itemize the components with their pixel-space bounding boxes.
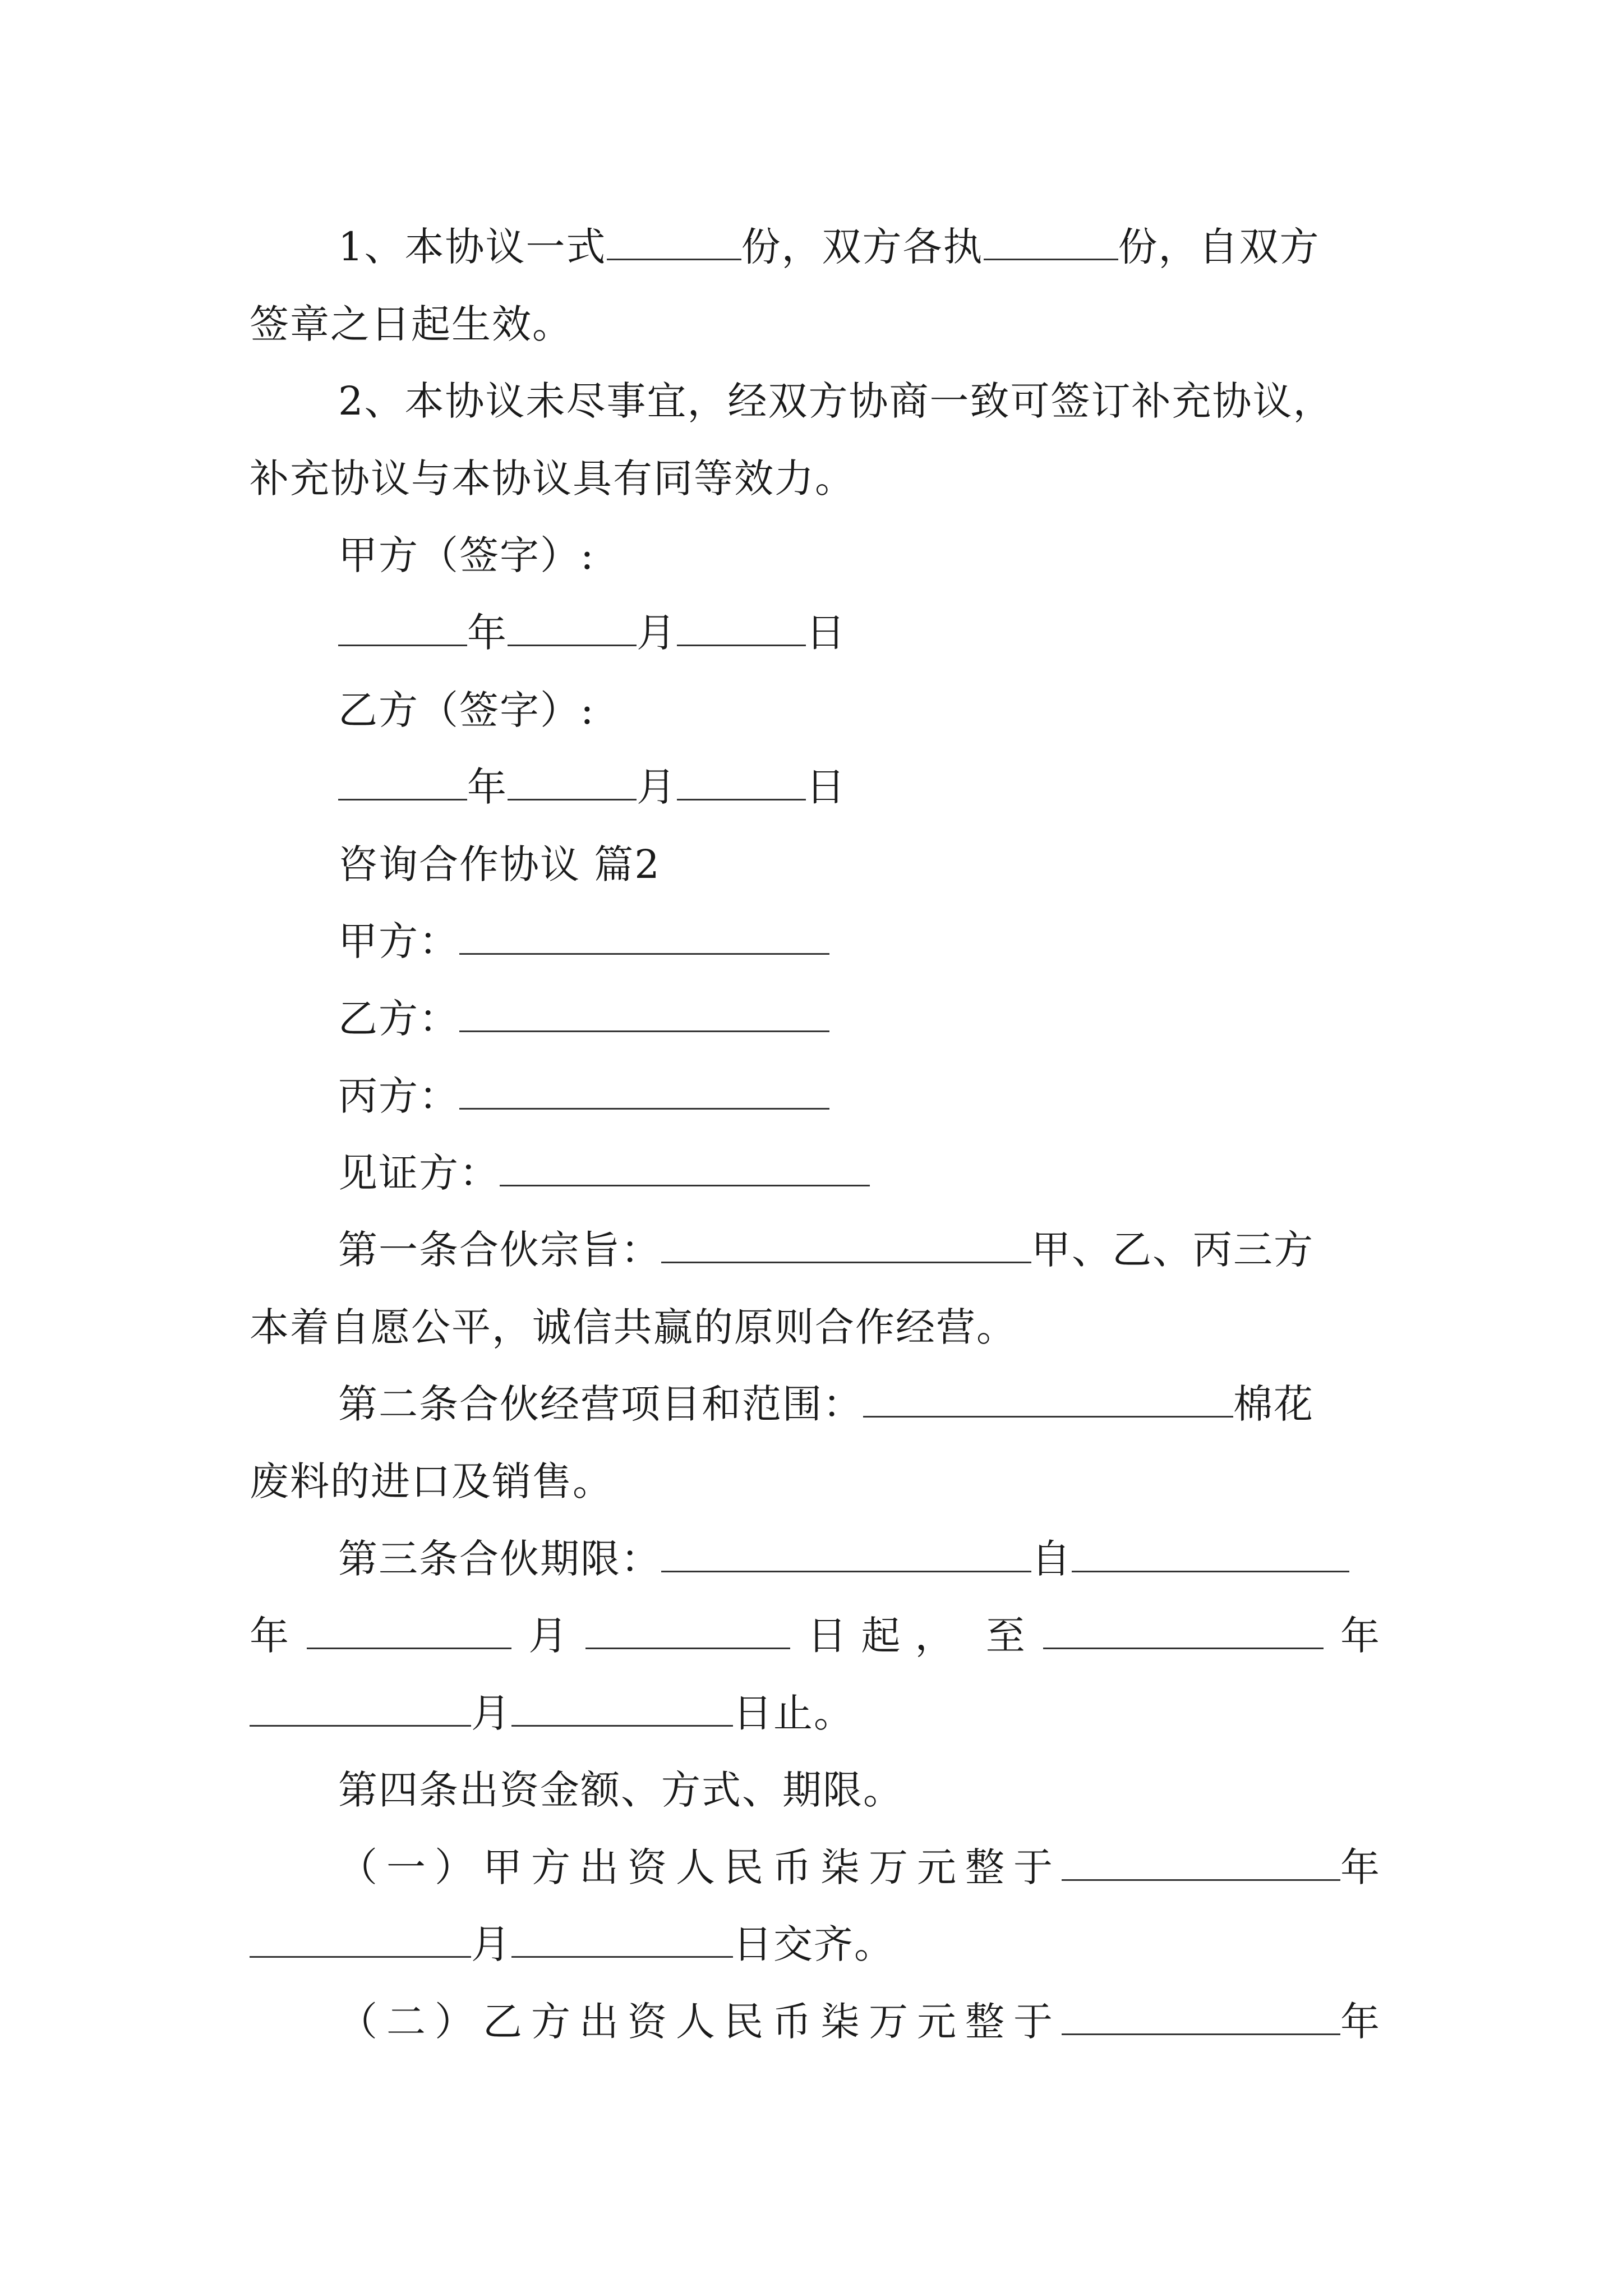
article-3-to-blank [1043, 1613, 1324, 1649]
article-4-1-day-blank [511, 1921, 733, 1958]
article-2-tail: 棉花 [1233, 1381, 1314, 1427]
clause-1-text-c: 份，自双方 [1118, 224, 1320, 270]
article-2-line-2: 废料的进口及销售。 [250, 1458, 613, 1504]
article-3-from: 自 [1031, 1536, 1072, 1582]
day-blank [677, 610, 806, 646]
article-3-year-blank [307, 1613, 511, 1649]
article-4-1-month-blank [250, 1921, 471, 1958]
article-4-2-blank [1062, 1999, 1340, 2035]
party-c-line [338, 1069, 829, 1123]
party-a-date-line [338, 606, 846, 660]
party-a-blank [459, 918, 829, 955]
article-4-1-month: 月 [471, 1921, 511, 1967]
article-4-1-line-1 [338, 1841, 1381, 1894]
article-3-from-blank [1072, 1536, 1349, 1572]
article-3-month2: 月 [471, 1690, 511, 1736]
day-label: 日 [806, 610, 846, 656]
month-label: 月 [637, 610, 677, 656]
clause-1-line-1 [338, 220, 1320, 274]
article-3-line-3 [250, 1686, 854, 1740]
party-c-label: 丙方： [338, 1073, 459, 1119]
year-label: 年 [467, 610, 508, 656]
article-3-label: 第三条合伙期限： [338, 1536, 661, 1582]
article-3-to: 至 [985, 1613, 1026, 1659]
witness-line [338, 1146, 870, 1200]
article-4-2-year: 年 [1340, 1999, 1381, 2045]
party-b-label: 乙方： [338, 996, 459, 1042]
party-a-label: 甲方： [338, 918, 459, 964]
clause-2-line-1: 2、本协议未尽事宜，经双方协商一致可签订补充协议， [338, 378, 1334, 424]
copies-each-blank [984, 224, 1118, 260]
article-4-1-line-2 [250, 1917, 895, 1971]
day-label: 日 [806, 764, 846, 810]
clause-1-text-a: 1、本协议一式 [338, 224, 607, 270]
month-blank [508, 610, 637, 646]
month-label: 月 [637, 764, 677, 810]
clause-2-line-2: 补充协议与本协议具有同等效力。 [250, 455, 855, 501]
article-4-1-blank [1062, 1844, 1340, 1881]
witness-blank [500, 1150, 870, 1186]
article-3-blank [661, 1536, 1031, 1572]
party-c-blank [459, 1073, 829, 1110]
party-b-date-line [338, 760, 846, 814]
article-3-month: 月 [528, 1613, 569, 1659]
clause-1-line-2: 签章之日起生效。 [250, 301, 573, 347]
article-3-line-1 [338, 1532, 1349, 1586]
article-3-month-blank [585, 1613, 790, 1649]
party-b-signature-label: 乙方（签字）: [338, 687, 595, 733]
year-blank [338, 764, 467, 800]
year-blank [338, 610, 467, 646]
article-3-line-2 [250, 1609, 1381, 1663]
article-1-blank [661, 1227, 1031, 1263]
article-4-2-text: （二）乙方出资人民币柒万元整于 [338, 1999, 1062, 2045]
article-4-1-text: （一）甲方出资人民币柒万元整于 [338, 1844, 1062, 1890]
article-2-line-1 [338, 1377, 1314, 1431]
article-2-label: 第二条合伙经营项目和范围： [338, 1381, 863, 1427]
party-a-line [338, 914, 829, 968]
clause-1-text-b: 份，双方各执 [741, 224, 984, 270]
article-4-title: 第四条出资金额、方式、期限。 [338, 1767, 903, 1813]
article-2-blank [863, 1381, 1233, 1418]
article-4-1-year: 年 [1340, 1844, 1381, 1890]
witness-label: 见证方： [338, 1150, 500, 1196]
article-3-day2-blank [511, 1690, 733, 1727]
month-blank [508, 764, 637, 800]
article-1-label: 第一条合伙宗旨： [338, 1227, 661, 1273]
copies-total-blank [607, 224, 741, 260]
article-1-line-2: 本着自愿公平，诚信共赢的原则合作经营。 [250, 1304, 1017, 1350]
party-b-blank [459, 996, 829, 1032]
article-3-month2-blank [250, 1690, 471, 1727]
article-1-line-1 [338, 1223, 1314, 1277]
article-3-day-end: 日止。 [733, 1690, 854, 1736]
year-label: 年 [467, 764, 508, 810]
article-3-day-from: 日起， [807, 1613, 969, 1659]
party-b-line [338, 992, 829, 1046]
article-3-year: 年 [250, 1613, 290, 1659]
article-4-2-line-1 [338, 1995, 1381, 2049]
article-3-year2: 年 [1340, 1613, 1381, 1659]
section-title: 咨询合作协议 篇2 [338, 841, 661, 887]
article-4-1-end: 日交齐。 [733, 1921, 895, 1967]
party-a-signature-label: 甲方（签字）: [338, 532, 595, 578]
article-1-tail: 甲、乙、丙三方 [1031, 1227, 1314, 1273]
day-blank [677, 764, 806, 800]
